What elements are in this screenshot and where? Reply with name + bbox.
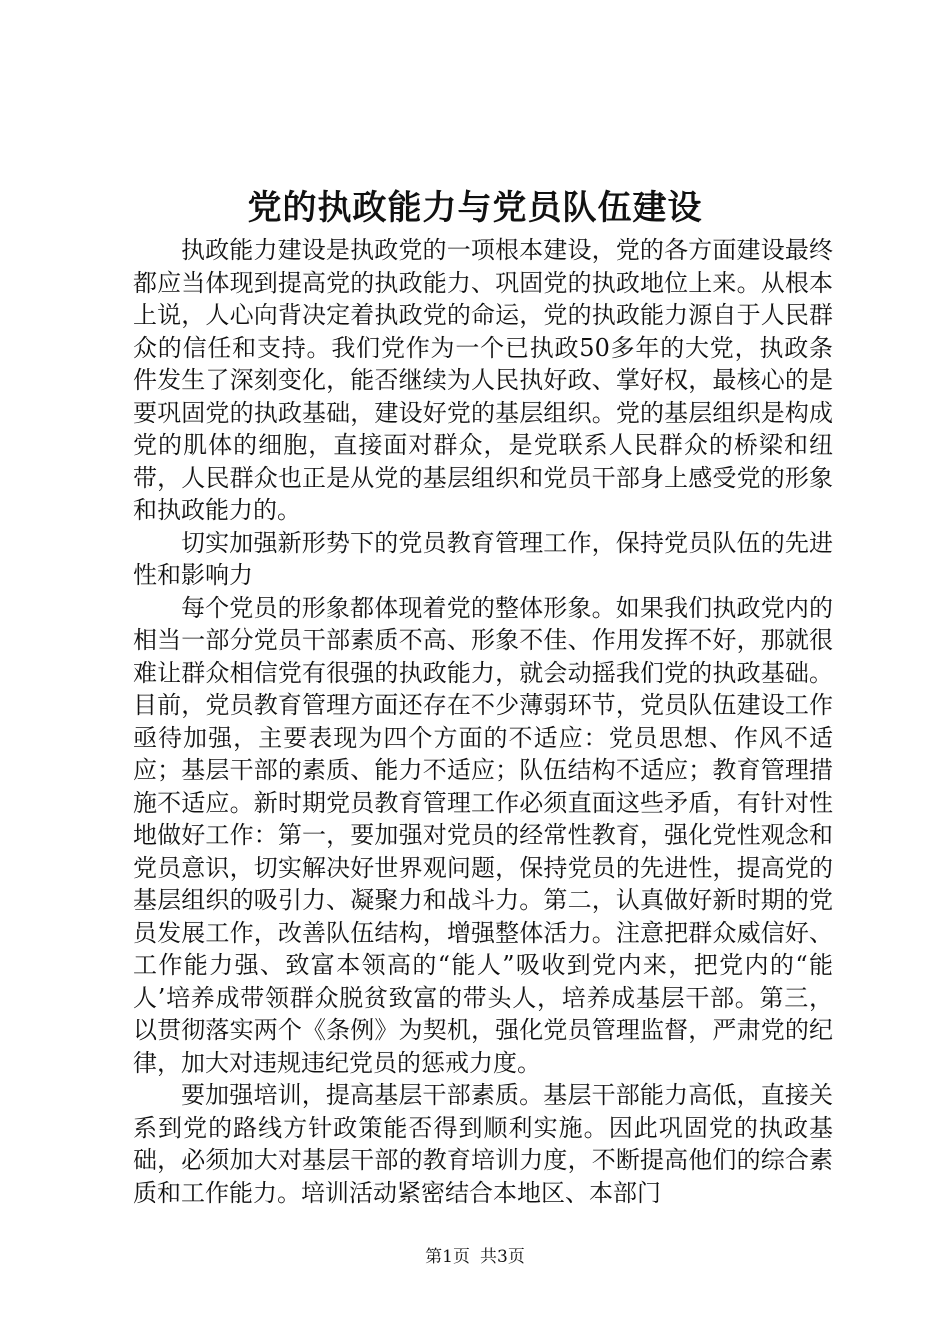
paragraph: 执政能力建设是执政党的一项根本建设，党的各方面建设最终都应当体现到提高党的执政能力、巩固党的执政地位上来。从根本上说，人心向背决定着执政党的命运，党的执政能力源自于人民群众的信任和支持。我们党作为一个已执政50多年的大党，执政条件发生了深刻变化，能否继续为人民执好政、掌好权，最核心的是要巩固党的执政基础，建设好党的基层组织。党的基层组织是构成党的肌体的细胞，直接面对群众，是党联系人民群众的桥梁和纽带，人民群众也正是从党的基层组织和党员干部身上感受党的形象和执政能力的。 [133, 236, 833, 524]
document-title: 党的执政能力与党员队伍建设 [247, 188, 703, 228]
page-number: 第1页 [425, 1247, 470, 1267]
paragraph: 切实加强新形势下的党员教育管理工作，保持党员队伍的先进性和影响力 [133, 528, 833, 589]
paragraph: 每个党员的形象都体现着党的整体形象。如果我们执政党内的相当一部分党员干部素质不高、形象不佳、作用发挥不好，那就很难让群众相信党有很强的执政能力，就会动摇我们党的执政基础。目前，党员教育管理方面还存在不少薄弱环节，党员队伍建设工作亟待加强，主要表现为四个方面的不适应：党员思想、作风不适应；基层干部的素质、能力不适应；队伍结构不适应；教育管理措施不适应。新时期党员教育管理工作必须直面这些矛盾，有针对性地做好工作：第一，要加强对党员的经常性教育，强化党性观念和党员意识，切实解决好世界观问题，保持党员的先进性，提高党的基层组织的吸引力、凝聚力和战斗力。第二，认真做好新时期的党员发展工作，改善队伍结构，增强整体活力。注意把群众威信好、工作能力强、致富本领高的“能人”吸收到党内来，把党内的“能人’培养成带领群众脱贫致富的带头人，培养成基层干部。第三，以贯彻落实两个《条例》为契机，强化党员管理监督，严肃党的纪律，加大对违规违纪党员的惩戒力度。 [133, 593, 833, 1077]
page-total: 共3页 [480, 1247, 525, 1267]
document-body [133, 234, 833, 1209]
paragraph: 要加强培训，提高基层干部素质。基层干部能力高低，直接关系到党的路线方针政策能否得到顺利实施。因此巩固党的执政基础，必须加大对基层干部的教育培训力度，不断提高他们的综合素质和工作能力。培训活动紧密结合本地区、本部门 [133, 1081, 833, 1207]
page-footer [0, 1245, 950, 1269]
